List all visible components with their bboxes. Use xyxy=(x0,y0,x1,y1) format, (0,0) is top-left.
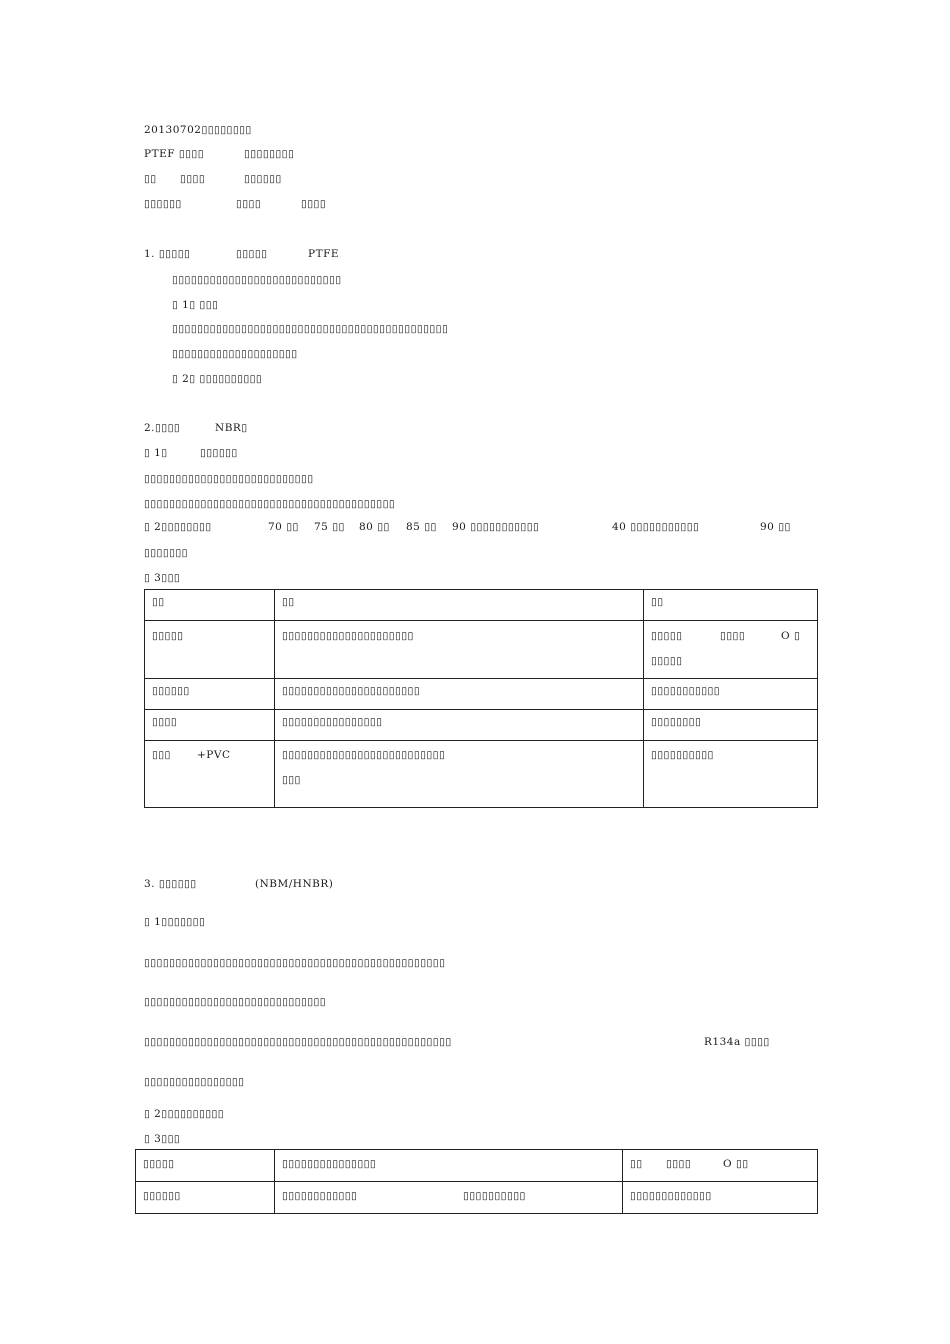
table-cell xyxy=(275,741,644,808)
section1-item1-text: ▯▯▯▯▯▯▯▯▯▯▯▯▯▯▯▯▯▯▯▯▯▯▯▯▯▯▯▯▯▯▯▯▯▯▯▯▯▯▯▯▯▯▯▯ xyxy=(172,323,449,335)
table-cell-part: ▯▯▯▯▯ xyxy=(651,655,683,667)
section3-text3-tail: R134a ▯▯▯▯ xyxy=(704,1036,770,1048)
table-header-row xyxy=(145,590,818,621)
table-cell-part: ▯▯ xyxy=(630,1158,643,1170)
table-cell: ▯▯▯▯▯▯▯▯▯▯▯▯▯▯▯▯ xyxy=(275,710,644,741)
table-header-cell: ▯▯ xyxy=(275,590,644,621)
table-cell: ▯▯▯▯▯▯ xyxy=(136,1182,275,1214)
table-cell-part: ▯▯▯▯▯▯▯▯▯▯▯▯▯▯▯▯▯▯▯▯▯▯▯▯▯▯ xyxy=(282,749,446,761)
section1-item2-label: ▯ 2▯ ▯▯▯▯▯▯▯▯▯▯ xyxy=(172,373,263,385)
table-row xyxy=(145,741,818,808)
table-cell: ▯▯▯▯▯▯▯▯▯▯▯▯▯ xyxy=(623,1182,818,1214)
table-cell: ▯▯▯▯▯▯▯▯▯▯▯ xyxy=(644,679,818,710)
table-cell: ▯▯▯▯▯▯ xyxy=(145,679,275,710)
section3-item2-label: ▯ 2▯▯▯▯▯▯▯▯▯▯ xyxy=(144,1108,225,1120)
header-line2-b: ▯▯▯▯ xyxy=(180,173,206,185)
table-cell: ▯▯▯▯ xyxy=(145,710,275,741)
table-cell-part: ▯▯▯▯▯▯▯▯▯▯ xyxy=(463,1190,526,1202)
table-row xyxy=(136,1150,818,1182)
section2-item2-cont: ▯▯▯▯▯▯▯ xyxy=(144,547,188,559)
table-cell xyxy=(275,1182,623,1214)
header-line3-c: ▯▯▯▯ xyxy=(301,198,327,210)
table-cell xyxy=(145,741,275,808)
section2-heading-a: 2.▯▯▯▯ xyxy=(144,422,181,434)
section3-table xyxy=(135,1149,818,1214)
section1-item1-label: ▯ 1▯ ▯▯▯ xyxy=(172,299,219,311)
table-cell-part: O ▯ xyxy=(781,630,801,642)
table-row xyxy=(145,679,818,710)
header-line2-a: ▯▯ xyxy=(144,173,157,185)
section2-item2-a: ▯ 2▯▯▯▯▯▯▯▯ xyxy=(144,521,212,533)
header-line1-b: ▯▯▯▯▯▯▯▯ xyxy=(244,148,295,160)
section3-text2: ▯▯▯▯▯▯▯▯▯▯▯▯▯▯▯▯▯▯▯▯▯▯▯▯▯▯▯▯▯ xyxy=(144,996,327,1008)
table-cell: ▯▯▯▯▯▯▯▯ xyxy=(644,710,818,741)
table-cell-part: ▯▯▯▯ xyxy=(666,1158,692,1170)
section2-item2-f: 90 ▯▯▯▯▯▯▯▯▯▯▯ xyxy=(452,521,540,533)
section2-item1-label-a: ▯ 1▯ xyxy=(144,447,168,459)
section1-intro: ▯▯▯▯▯▯▯▯▯▯▯▯▯▯▯▯▯▯▯▯▯▯▯▯▯▯▯ xyxy=(172,274,342,286)
table-cell: ▯▯▯▯▯▯▯▯▯▯▯▯▯▯▯ xyxy=(275,1150,623,1182)
table-cell xyxy=(623,1150,818,1182)
table-header-cell: ▯▯ xyxy=(644,590,818,621)
header-line3-b: ▯▯▯▯ xyxy=(236,198,262,210)
table-cell-part: ▯▯▯ xyxy=(282,774,301,786)
table-header-cell: ▯▯ xyxy=(145,590,275,621)
table-cell: ▯▯▯▯▯ xyxy=(136,1150,275,1182)
section2-item2-d: 80 ▯▯ xyxy=(359,521,390,533)
table-cell-part: ▯▯▯▯ xyxy=(720,630,746,642)
section2-item2-c: 75 ▯▯ xyxy=(314,521,345,533)
doc-title: 20130702▯▯▯▯▯▯▯▯ xyxy=(144,124,252,136)
header-line2-c: ▯▯▯▯▯▯ xyxy=(244,173,282,185)
table-cell: ▯▯▯▯▯▯▯▯▯▯ xyxy=(644,741,818,808)
table-cell: ▯▯▯▯▯ xyxy=(145,621,275,679)
section1-heading-a: 1. ▯▯▯▯▯ xyxy=(144,248,191,260)
section3-text3: ▯▯▯▯▯▯▯▯▯▯▯▯▯▯▯▯▯▯▯▯▯▯▯▯▯▯▯▯▯▯▯▯▯▯▯▯▯▯▯▯▯▯▯▯▯▯▯▯▯ xyxy=(144,1036,452,1048)
table-cell xyxy=(644,621,818,679)
header-line3-a: ▯▯▯▯▯▯ xyxy=(144,198,182,210)
section2-item2-b: 70 ▯▯ xyxy=(268,521,299,533)
table-cell-part: ▯▯▯▯▯ xyxy=(651,630,683,642)
table-row xyxy=(145,710,818,741)
section1-item1-text2: ▯▯▯▯▯▯▯▯▯▯▯▯▯▯▯▯▯▯▯▯ xyxy=(172,348,298,360)
section3-text1: ▯▯▯▯▯▯▯▯▯▯▯▯▯▯▯▯▯▯▯▯▯▯▯▯▯▯▯▯▯▯▯▯▯▯▯▯▯▯▯▯▯▯▯▯▯▯▯▯ xyxy=(144,957,446,969)
section3-text4: ▯▯▯▯▯▯▯▯▯▯▯▯▯▯▯▯ xyxy=(144,1076,245,1088)
section2-item1-text2: ▯▯▯▯▯▯▯▯▯▯▯▯▯▯▯▯▯▯▯▯▯▯▯▯▯▯▯▯▯▯▯▯▯▯▯▯▯▯▯▯ xyxy=(144,498,396,510)
section1-heading-c: PTFE xyxy=(308,248,340,260)
table-row xyxy=(136,1182,818,1214)
table-cell-part: ▯▯▯▯▯▯▯▯▯▯▯▯ xyxy=(282,1190,358,1202)
section2-item1-text1: ▯▯▯▯▯▯▯▯▯▯▯▯▯▯▯▯▯▯▯▯▯▯▯▯▯▯▯ xyxy=(144,473,314,485)
section2-item3-label: ▯ 3▯▯▯ xyxy=(144,572,181,584)
header-line1-a: PTEF ▯▯▯▯ xyxy=(144,148,204,160)
table-cell: ▯▯▯▯▯▯▯▯▯▯▯▯▯▯▯▯▯▯▯▯▯▯ xyxy=(275,679,644,710)
section2-item1-label-b: ▯▯▯▯▯▯ xyxy=(200,447,238,459)
section2-table xyxy=(144,589,818,808)
section2-item2-h: 90 ▯▯ xyxy=(760,521,791,533)
table-cell: ▯▯▯▯▯▯▯▯▯▯▯▯▯▯▯▯▯▯▯▯▯ xyxy=(275,621,644,679)
section3-heading-b: (NBM/HNBR) xyxy=(255,878,334,890)
table-cell-part: +PVC xyxy=(197,749,231,761)
table-row xyxy=(145,621,818,679)
section2-item2-e: 85 ▯▯ xyxy=(406,521,437,533)
section3-item3-label: ▯ 3▯▯▯ xyxy=(144,1133,181,1145)
table-cell-part: ▯▯▯ xyxy=(152,749,171,761)
table-cell-part: O ▯▯ xyxy=(723,1158,749,1170)
section3-item1-label: ▯ 1▯▯▯▯▯▯▯ xyxy=(144,916,206,928)
section2-item2-g: 40 ▯▯▯▯▯▯▯▯▯▯▯ xyxy=(612,521,700,533)
section1-heading-b: ▯▯▯▯▯ xyxy=(236,248,268,260)
section2-heading-b: NBR▯ xyxy=(215,422,248,434)
section3-heading-a: 3. ▯▯▯▯▯▯ xyxy=(144,878,197,890)
